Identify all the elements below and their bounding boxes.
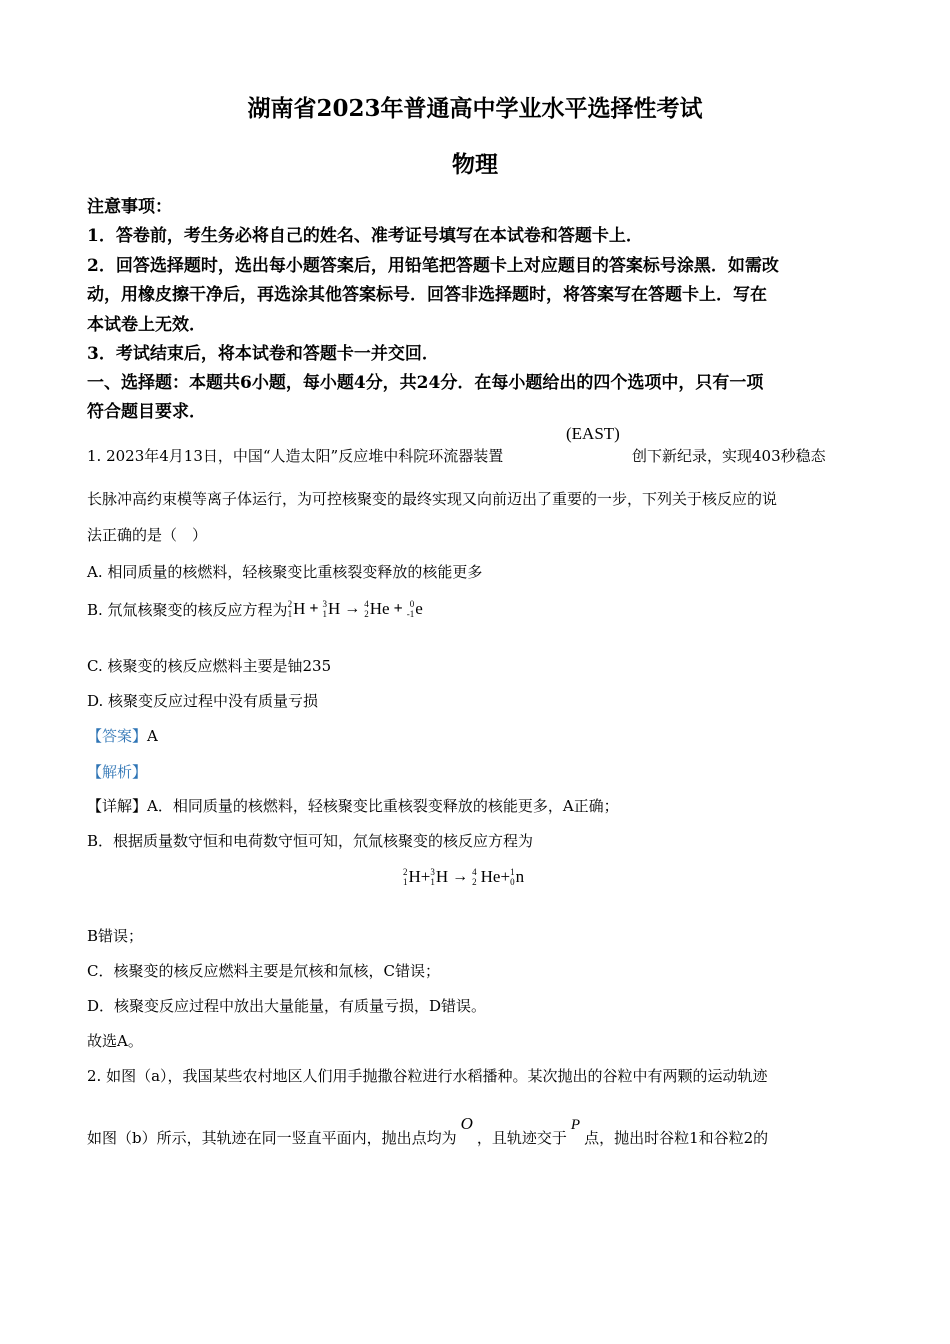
e-mass: 0 — [409, 599, 415, 609]
q1-option-b-text: B. 氘氚核聚变的核反应方程为 — [87, 600, 288, 619]
h2-symbol: H — [293, 599, 306, 618]
ans-n-charge: 0 — [510, 877, 515, 887]
ans-arrow: → — [452, 868, 469, 885]
detail-d: D．核聚变反应过程中放出大量能量，有质量亏损，D错误。 — [87, 997, 487, 1015]
ans-h3-mass: 3 — [430, 867, 435, 877]
equation-option-b — [288, 599, 423, 619]
e-symbol: e — [415, 599, 423, 618]
h3-charge: 1 — [322, 609, 327, 619]
answer-value: A — [147, 727, 158, 745]
analysis-label: 【解析】 — [87, 763, 148, 781]
notice-item-2c: 本试卷上无效． — [87, 315, 206, 335]
var-o: O — [460, 1114, 473, 1133]
var-p: P — [570, 1117, 581, 1133]
e-charge: -1 — [406, 609, 415, 619]
exam-title: 湖南省2023年普通高中学业水平选择性考试 — [247, 95, 703, 122]
q2-stem-2a: 如图（b）所示，其轨迹在同一竖直平面内，抛出点均为 — [87, 1129, 457, 1147]
q1-option-d: D. 核聚变反应过程中没有质量亏损 — [87, 692, 319, 710]
q2-stem-2b: ，且轨迹交于 — [476, 1129, 567, 1147]
q1-stem-1b: 创下新纪录，实现403秒稳态 — [632, 447, 826, 465]
he-mass: 4 — [364, 599, 369, 609]
detail-a — [87, 795, 619, 816]
arrow-sign: → — [344, 600, 361, 617]
answer-line — [87, 725, 158, 746]
ans-plus: + — [420, 867, 431, 886]
ans-plus-2: + — [500, 867, 511, 886]
detail-b: B．根据质量数守恒和电荷数守恒可知，氘氚核聚变的核反应方程为 — [87, 832, 534, 850]
h3-mass: 3 — [322, 599, 327, 609]
notice-item-2a: 2．回答选择题时，选出每小题答案后，用铅笔把答题卡上对应题目的答案标号涂黑．如需改 — [87, 256, 779, 276]
q1-option-a: A. 相同质量的核燃料，轻核聚变比重核裂变释放的核能更多 — [87, 563, 483, 581]
notice-item-2b: 动，用橡皮擦干净后，再选涂其他答案标号．回答非选择题时，将答案写在答题卡上．写在 — [87, 285, 767, 305]
notice-item-1: 1．答卷前，考生务必将自己的姓名、准考证号填写在本试卷和答题卡上． — [87, 226, 643, 246]
q1-option-c: C. 核聚变的核反应燃料主要是铀235 — [87, 657, 332, 675]
h3-symbol: H — [327, 599, 341, 618]
q1-stem-line-2: 长脉冲高约束模等离子体运行，为可控核聚变的最终实现又向前迈出了重要的一步，下列关于核反应的说 — [87, 490, 778, 508]
ans-n-mass: 1 — [510, 867, 515, 877]
q1-stem-1a: 1. 2023年4月13日，中国“人造太阳”反应堆中科院环流器装置 — [87, 447, 504, 465]
subject-title: 物理 — [452, 151, 498, 178]
ans-he-charge: 2 — [472, 877, 477, 887]
q2-stem-line-1: 2. 如图（a），我国某些农村地区人们用手抛撒谷粒进行水稻播种。某次抛出的谷粒中有两颗的运动轨迹 — [87, 1067, 768, 1085]
ans-n-symbol: n — [515, 867, 525, 886]
he-charge: 2 — [364, 609, 369, 619]
ans-h2-charge: 1 — [403, 877, 408, 887]
detail-c: C．核聚变的核反应燃料主要是氘核和氚核，C错误； — [87, 962, 440, 980]
conclusion: 故选A。 — [87, 1032, 143, 1050]
ans-h2-mass: 2 — [403, 867, 408, 877]
b-wrong: B错误； — [87, 927, 144, 945]
ans-he-symbol: He — [480, 867, 501, 886]
he-symbol: He — [369, 599, 390, 618]
detail-label: 【详解】 — [87, 797, 148, 815]
q1-stem-line-3: 法正确的是（ ） — [87, 526, 208, 544]
q2-stem-line-2 — [87, 1114, 769, 1148]
q1-option-b — [87, 594, 423, 624]
east-label: (EAST) — [566, 424, 620, 443]
notice-heading: 注意事项： — [87, 197, 172, 217]
ans-he-mass: 4 — [472, 867, 477, 877]
q2-stem-2c: 点，抛出时谷粒1和谷粒2的 — [584, 1129, 769, 1147]
answer-label: 【答案】 — [87, 727, 148, 745]
plus-sign: + — [309, 600, 319, 617]
section-1-heading: 一、选择题：本题共6小题，每小题4分，共24分．在每小题给出的四个选项中，只有一项 — [87, 373, 764, 393]
detail-a-text: A．相同质量的核燃料，轻核聚变比重核裂变释放的核能更多，A正确； — [147, 797, 619, 815]
ans-h3-charge: 1 — [430, 877, 435, 887]
equation-answer — [403, 862, 524, 892]
notice-item-3: 3．考试结束后，将本试卷和答题卡一并交回． — [87, 344, 439, 364]
plus-sign-2: + — [393, 600, 403, 617]
h2-charge: 1 — [287, 609, 293, 619]
ans-h2-symbol: H — [408, 867, 421, 886]
q1-stem-line-1 — [87, 445, 867, 466]
ans-h3-symbol: H — [435, 867, 449, 886]
h2-mass: 2 — [287, 599, 293, 609]
section-1-requirement: 符合题目要求． — [87, 402, 206, 422]
